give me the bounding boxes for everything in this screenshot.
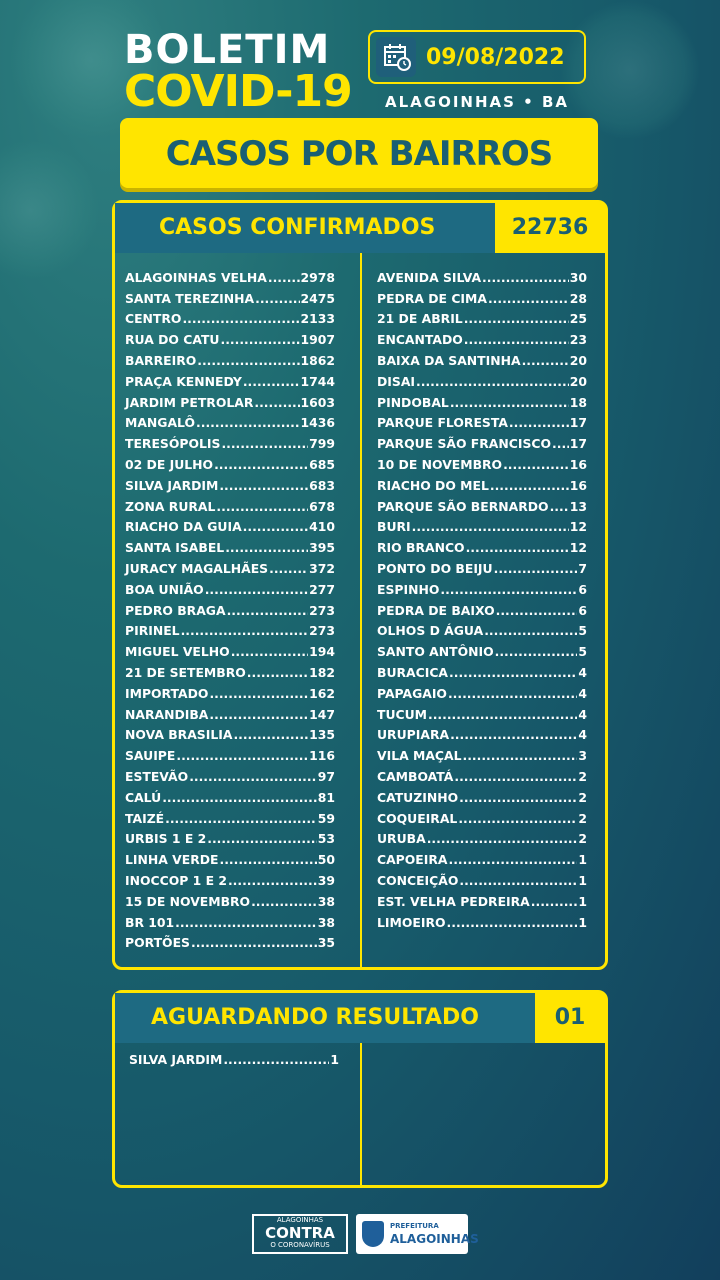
leader-dots <box>227 603 309 618</box>
case-count: 12 <box>569 519 587 535</box>
leader-dots <box>269 561 308 576</box>
neighborhood-name: SILVA JARDIM <box>125 477 219 493</box>
list-item <box>377 787 587 808</box>
leader-dots <box>459 873 577 888</box>
list-item <box>377 329 587 350</box>
list-item <box>377 745 587 766</box>
list-item <box>125 350 335 371</box>
leader-dots <box>221 436 308 451</box>
awaiting-header <box>115 993 535 1043</box>
confirmed-left-list <box>125 267 335 953</box>
case-count: 2 <box>578 769 587 785</box>
case-count: 277 <box>309 581 335 597</box>
neighborhood-name: JARDIM PETROLAR <box>125 394 254 410</box>
list-item <box>125 662 335 683</box>
list-item <box>377 808 587 829</box>
neighborhood-name: PEDRO BRAGA <box>125 602 226 618</box>
leader-dots <box>531 894 578 909</box>
logo2-main: ALAGOINHAS <box>390 1232 479 1246</box>
neighborhood-name: LIMOEIRO <box>377 914 446 930</box>
leader-dots <box>162 790 317 805</box>
list-item <box>125 725 335 746</box>
case-count: 1907 <box>300 332 335 348</box>
list-item <box>377 433 587 454</box>
list-item <box>125 683 335 704</box>
leader-dots <box>412 519 569 534</box>
case-count: 1 <box>578 852 587 868</box>
list-item <box>377 392 587 413</box>
case-count: 5 <box>578 644 587 660</box>
neighborhood-name: BURACICA <box>377 665 449 681</box>
neighborhood-name: ALAGOINHAS VELHA <box>125 269 267 285</box>
crest-icon <box>362 1221 384 1247</box>
neighborhood-name: TERESÓPOLIS <box>125 436 221 452</box>
leader-dots <box>490 478 569 493</box>
contra-coronavirus-logo <box>252 1214 348 1254</box>
leader-dots <box>509 415 569 430</box>
case-count: 16 <box>569 477 587 493</box>
leader-dots <box>233 727 308 742</box>
leader-dots <box>484 623 577 638</box>
neighborhood-name: RUA DO CATU <box>125 332 220 348</box>
list-item <box>125 870 335 891</box>
leader-dots <box>209 686 308 701</box>
list-item <box>125 517 335 538</box>
leader-dots <box>247 665 308 680</box>
list-item <box>125 309 335 330</box>
confirmed-title: CASOS CONFIRMADOS <box>159 215 436 240</box>
awaiting-title: AGUARDANDO RESULTADO <box>151 1005 479 1030</box>
case-count: 38 <box>317 914 335 930</box>
date-box <box>368 30 586 84</box>
case-count: 116 <box>309 748 335 764</box>
neighborhood-name: CENTRO <box>125 311 182 327</box>
logo1-top: ALAGOINHAS <box>276 1216 324 1224</box>
list-item <box>125 891 335 912</box>
list-item <box>125 704 335 725</box>
leader-dots <box>228 873 317 888</box>
leader-dots <box>428 707 577 722</box>
list-item <box>125 475 335 496</box>
case-count: 1 <box>578 893 587 909</box>
list-item <box>125 829 335 850</box>
logo2-top: PREFEITURA <box>390 1222 439 1230</box>
leader-dots <box>243 519 308 534</box>
column-divider <box>360 253 362 970</box>
neighborhood-name: ESTEVÃO <box>125 769 189 785</box>
case-count: 4 <box>578 727 587 743</box>
list-item <box>377 288 587 309</box>
list-item <box>125 413 335 434</box>
case-count: 39 <box>317 873 335 888</box>
list-item <box>377 475 587 496</box>
list-item <box>125 621 335 642</box>
leader-dots <box>522 353 569 368</box>
list-item <box>125 558 335 579</box>
neighborhood-name: RIACHO DO MEL <box>377 477 489 493</box>
leader-dots <box>466 540 569 555</box>
neighborhood-name: PORTÕES <box>125 935 190 951</box>
list-item <box>125 766 335 787</box>
case-count: 162 <box>309 685 335 701</box>
case-count: 18 <box>569 394 587 410</box>
case-count: 799 <box>309 436 335 452</box>
neighborhood-name: 21 DE ABRIL <box>377 311 463 327</box>
list-item <box>125 537 335 558</box>
logo1-main: CONTRA <box>265 1224 335 1242</box>
case-count: 28 <box>569 290 587 306</box>
list-item <box>125 454 335 475</box>
leader-dots <box>207 831 317 846</box>
neighborhood-name: OLHOS D ÁGUA <box>377 623 484 639</box>
neighborhood-name: COQUEIRAL <box>377 810 458 826</box>
leader-dots <box>251 894 317 909</box>
leader-dots <box>225 540 308 555</box>
list-item <box>377 891 587 912</box>
case-count: 2978 <box>300 269 335 285</box>
neighborhood-name: DISAI <box>377 373 416 389</box>
leader-dots <box>220 852 317 867</box>
case-count: 17 <box>569 436 587 452</box>
leader-dots <box>450 395 569 410</box>
neighborhood-name: PEDRA DE BAIXO <box>377 602 495 618</box>
banner-title: CASOS POR BAIRROS <box>165 134 553 174</box>
neighborhood-name: PONTO DO BEIJU <box>377 561 493 577</box>
case-count: 1744 <box>300 373 335 389</box>
neighborhood-name: BOA UNIÃO <box>125 581 204 597</box>
case-count: 13 <box>569 498 587 514</box>
leader-dots <box>495 644 578 659</box>
case-count: 395 <box>309 540 335 556</box>
case-count: 2133 <box>300 311 335 327</box>
confirmed-header <box>115 203 495 253</box>
leader-dots <box>463 748 578 763</box>
case-count: 182 <box>309 665 335 681</box>
list-item <box>125 787 335 808</box>
list-item <box>125 496 335 517</box>
neighborhood-name: PINDOBAL <box>377 394 449 410</box>
list-item <box>377 579 587 600</box>
bulletin-title: BOLETIM <box>124 27 331 73</box>
leader-dots <box>464 332 569 347</box>
list-item <box>125 933 335 954</box>
neighborhood-name: CAMBOATÁ <box>377 769 454 785</box>
leader-dots <box>458 811 577 826</box>
neighborhood-name: LINHA VERDE <box>125 852 219 868</box>
list-item <box>377 641 587 662</box>
case-count: 372 <box>309 561 335 577</box>
list-item <box>377 725 587 746</box>
neighborhood-name: 02 DE JULHO <box>125 457 214 473</box>
leader-dots <box>214 457 308 472</box>
cases-by-neighborhood-banner <box>120 118 598 188</box>
list-item <box>377 870 587 891</box>
case-count: 2 <box>578 789 587 805</box>
neighborhood-name: TUCUM <box>377 706 427 722</box>
leader-dots <box>496 603 578 618</box>
leader-dots <box>197 353 299 368</box>
leader-dots <box>494 561 578 576</box>
list-item <box>377 912 587 933</box>
list-item <box>125 288 335 309</box>
city-label: ALAGOINHAS • BA <box>384 93 569 111</box>
neighborhood-name: PAPAGAIO <box>377 685 447 701</box>
leader-dots <box>196 415 299 430</box>
neighborhood-name: SANTO ANTÔNIO <box>377 644 494 660</box>
case-count: 20 <box>569 373 587 389</box>
neighborhood-name: PARQUE SÃO FRANCISCO <box>377 436 552 452</box>
leader-dots <box>255 291 299 306</box>
column-divider <box>360 1043 362 1188</box>
awaiting-total: 01 <box>535 993 605 1043</box>
case-count: 1436 <box>300 415 335 431</box>
neighborhood-name: NOVA BRASILIA <box>125 727 233 743</box>
case-count: 25 <box>569 311 587 327</box>
list-item <box>377 496 587 517</box>
list-item <box>377 537 587 558</box>
case-count: 2 <box>578 810 587 826</box>
neighborhood-name: MIGUEL VELHO <box>125 644 230 660</box>
case-count: 50 <box>317 852 335 868</box>
case-count: 683 <box>309 477 335 493</box>
neighborhood-name: RIO BRANCO <box>377 540 465 556</box>
case-count: 1862 <box>300 353 335 369</box>
list-item <box>125 600 335 621</box>
list-item <box>377 829 587 850</box>
case-count: 35 <box>317 935 335 951</box>
leader-dots <box>450 727 577 742</box>
neighborhood-name: PEDRA DE CIMA <box>377 290 487 306</box>
leader-dots <box>454 769 577 784</box>
leader-dots <box>482 270 569 285</box>
case-count: 53 <box>317 831 335 847</box>
leader-dots <box>216 499 308 514</box>
case-count: 194 <box>309 644 335 660</box>
confirmed-cases-panel <box>112 200 608 970</box>
case-count: 4 <box>578 706 587 722</box>
case-count: 1 <box>578 873 587 888</box>
leader-dots <box>175 915 317 930</box>
confirmed-total: 22736 <box>495 203 605 253</box>
covid-title: COVID-19 <box>124 66 352 117</box>
case-count: 410 <box>309 519 335 535</box>
leader-dots <box>268 270 300 285</box>
leader-dots <box>191 935 317 950</box>
case-count: 20 <box>569 353 587 369</box>
case-count: 5 <box>578 623 587 639</box>
leader-dots <box>182 311 299 326</box>
neighborhood-name: INOCCOP 1 E 2 <box>125 873 227 888</box>
awaiting-left-list <box>129 1049 339 1070</box>
leader-dots <box>552 436 569 451</box>
neighborhood-name: ESPINHO <box>377 581 440 597</box>
case-count: 4 <box>578 685 587 701</box>
neighborhood-name: SANTA TEREZINHA <box>125 290 255 306</box>
case-count: 2 <box>578 831 587 847</box>
neighborhood-name: PARQUE SÃO BERNARDO <box>377 498 549 514</box>
leader-dots <box>223 1052 329 1067</box>
list-item <box>377 454 587 475</box>
list-item <box>377 621 587 642</box>
leader-dots <box>165 811 317 826</box>
case-count: 678 <box>309 498 335 514</box>
bulletin-date: 09/08/2022 <box>426 45 565 70</box>
list-item <box>377 849 587 870</box>
neighborhood-name: CALÚ <box>125 789 162 805</box>
case-count: 81 <box>317 789 335 805</box>
neighborhood-name: PRAÇA KENNEDY <box>125 373 242 389</box>
neighborhood-name: 15 DE NOVEMBRO <box>125 893 251 909</box>
neighborhood-name: SANTA ISABEL <box>125 540 225 556</box>
case-count: 6 <box>578 602 587 618</box>
list-item <box>125 267 335 288</box>
list-item <box>377 413 587 434</box>
neighborhood-name: SAUIPE <box>125 748 176 764</box>
list-item <box>377 704 587 725</box>
case-count: 4 <box>578 665 587 681</box>
leader-dots <box>189 769 317 784</box>
list-item <box>125 745 335 766</box>
neighborhood-name: CAPOEIRA <box>377 852 448 868</box>
case-count: 1 <box>578 914 587 930</box>
case-count: 1603 <box>300 394 335 410</box>
neighborhood-name: RIACHO DA GUIA <box>125 519 242 535</box>
neighborhood-name: JURACY MAGALHÃES <box>125 561 269 577</box>
case-count: 12 <box>569 540 587 556</box>
neighborhood-name: AVENIDA SILVA <box>377 269 482 285</box>
case-count: 1 <box>330 1051 339 1067</box>
neighborhood-name: PIRINEL <box>125 623 180 639</box>
leader-dots <box>254 395 299 410</box>
list-item <box>125 329 335 350</box>
list-item <box>377 309 587 330</box>
calendar-icon <box>376 37 416 77</box>
list-item <box>377 558 587 579</box>
list-item <box>125 849 335 870</box>
case-count: 7 <box>578 561 587 577</box>
leader-dots <box>503 457 569 472</box>
neighborhood-name: NARANDIBA <box>125 706 209 722</box>
case-count: 16 <box>569 457 587 473</box>
neighborhood-name: ENCANTADO <box>377 332 463 348</box>
leader-dots <box>488 291 569 306</box>
leader-dots <box>449 852 578 867</box>
awaiting-results-panel <box>112 990 608 1188</box>
list-item <box>377 517 587 538</box>
neighborhood-name: BURI <box>377 519 411 535</box>
leader-dots <box>448 686 577 701</box>
case-count: 135 <box>309 727 335 743</box>
neighborhood-name: BAIXA DA SANTINHA <box>377 353 521 369</box>
leader-dots <box>205 582 308 597</box>
list-item <box>377 267 587 288</box>
case-count: 273 <box>309 623 335 639</box>
neighborhood-name: VILA MAÇAL <box>377 748 462 764</box>
leader-dots <box>427 831 578 846</box>
neighborhood-name: 21 DE SETEMBRO <box>125 665 246 681</box>
neighborhood-name: 10 DE NOVEMBRO <box>377 457 503 473</box>
leader-dots <box>243 374 300 389</box>
neighborhood-name: TAIZÉ <box>125 810 165 826</box>
leader-dots <box>176 748 308 763</box>
leader-dots <box>464 311 569 326</box>
list-item <box>377 766 587 787</box>
logo1-bottom: O CORONAVÍRUS <box>270 1241 330 1249</box>
neighborhood-name: MANGALÔ <box>125 415 196 431</box>
neighborhood-name: CONCEIÇÃO <box>377 873 459 888</box>
list-item <box>377 683 587 704</box>
leader-dots <box>209 707 308 722</box>
case-count: 23 <box>569 332 587 348</box>
leader-dots <box>221 332 300 347</box>
case-count: 147 <box>309 706 335 722</box>
list-item <box>125 641 335 662</box>
leader-dots <box>231 644 308 659</box>
list-item <box>125 392 335 413</box>
leader-dots <box>449 665 577 680</box>
case-count: 2475 <box>300 290 335 306</box>
neighborhood-name: BR 101 <box>125 914 175 930</box>
neighborhood-name: CATUZINHO <box>377 789 459 805</box>
leader-dots <box>440 582 577 597</box>
case-count: 38 <box>317 893 335 909</box>
list-item <box>125 912 335 933</box>
list-item <box>377 350 587 371</box>
case-count: 6 <box>578 581 587 597</box>
case-count: 17 <box>569 415 587 431</box>
neighborhood-name: URUBA <box>377 831 426 847</box>
list-item <box>377 371 587 392</box>
prefeitura-logo <box>356 1214 479 1254</box>
virus-decoration-icon <box>0 140 100 280</box>
list-item <box>125 579 335 600</box>
list-item <box>129 1049 339 1070</box>
leader-dots <box>447 915 578 930</box>
list-item <box>125 433 335 454</box>
list-item <box>125 808 335 829</box>
leader-dots <box>459 790 577 805</box>
neighborhood-name: URUPIARA <box>377 727 450 743</box>
case-count: 273 <box>309 602 335 618</box>
neighborhood-name: SILVA JARDIM <box>129 1051 223 1067</box>
case-count: 3 <box>578 748 587 764</box>
neighborhood-name: IMPORTADO <box>125 685 209 701</box>
leader-dots <box>416 374 569 389</box>
case-count: 97 <box>317 769 335 785</box>
list-item <box>377 662 587 683</box>
neighborhood-name: BARREIRO <box>125 353 197 369</box>
case-count: 59 <box>317 810 335 826</box>
list-item <box>377 600 587 621</box>
neighborhood-name: EST. VELHA PEDREIRA <box>377 893 530 909</box>
neighborhood-name: ZONA RURAL <box>125 498 216 514</box>
leader-dots <box>550 499 569 514</box>
leader-dots <box>181 623 309 638</box>
neighborhood-name: URBIS 1 E 2 <box>125 831 207 847</box>
list-item <box>125 371 335 392</box>
leader-dots <box>219 478 308 493</box>
case-count: 685 <box>309 457 335 473</box>
neighborhood-name: PARQUE FLORESTA <box>377 415 508 431</box>
confirmed-right-list <box>377 267 587 933</box>
case-count: 30 <box>569 269 587 285</box>
